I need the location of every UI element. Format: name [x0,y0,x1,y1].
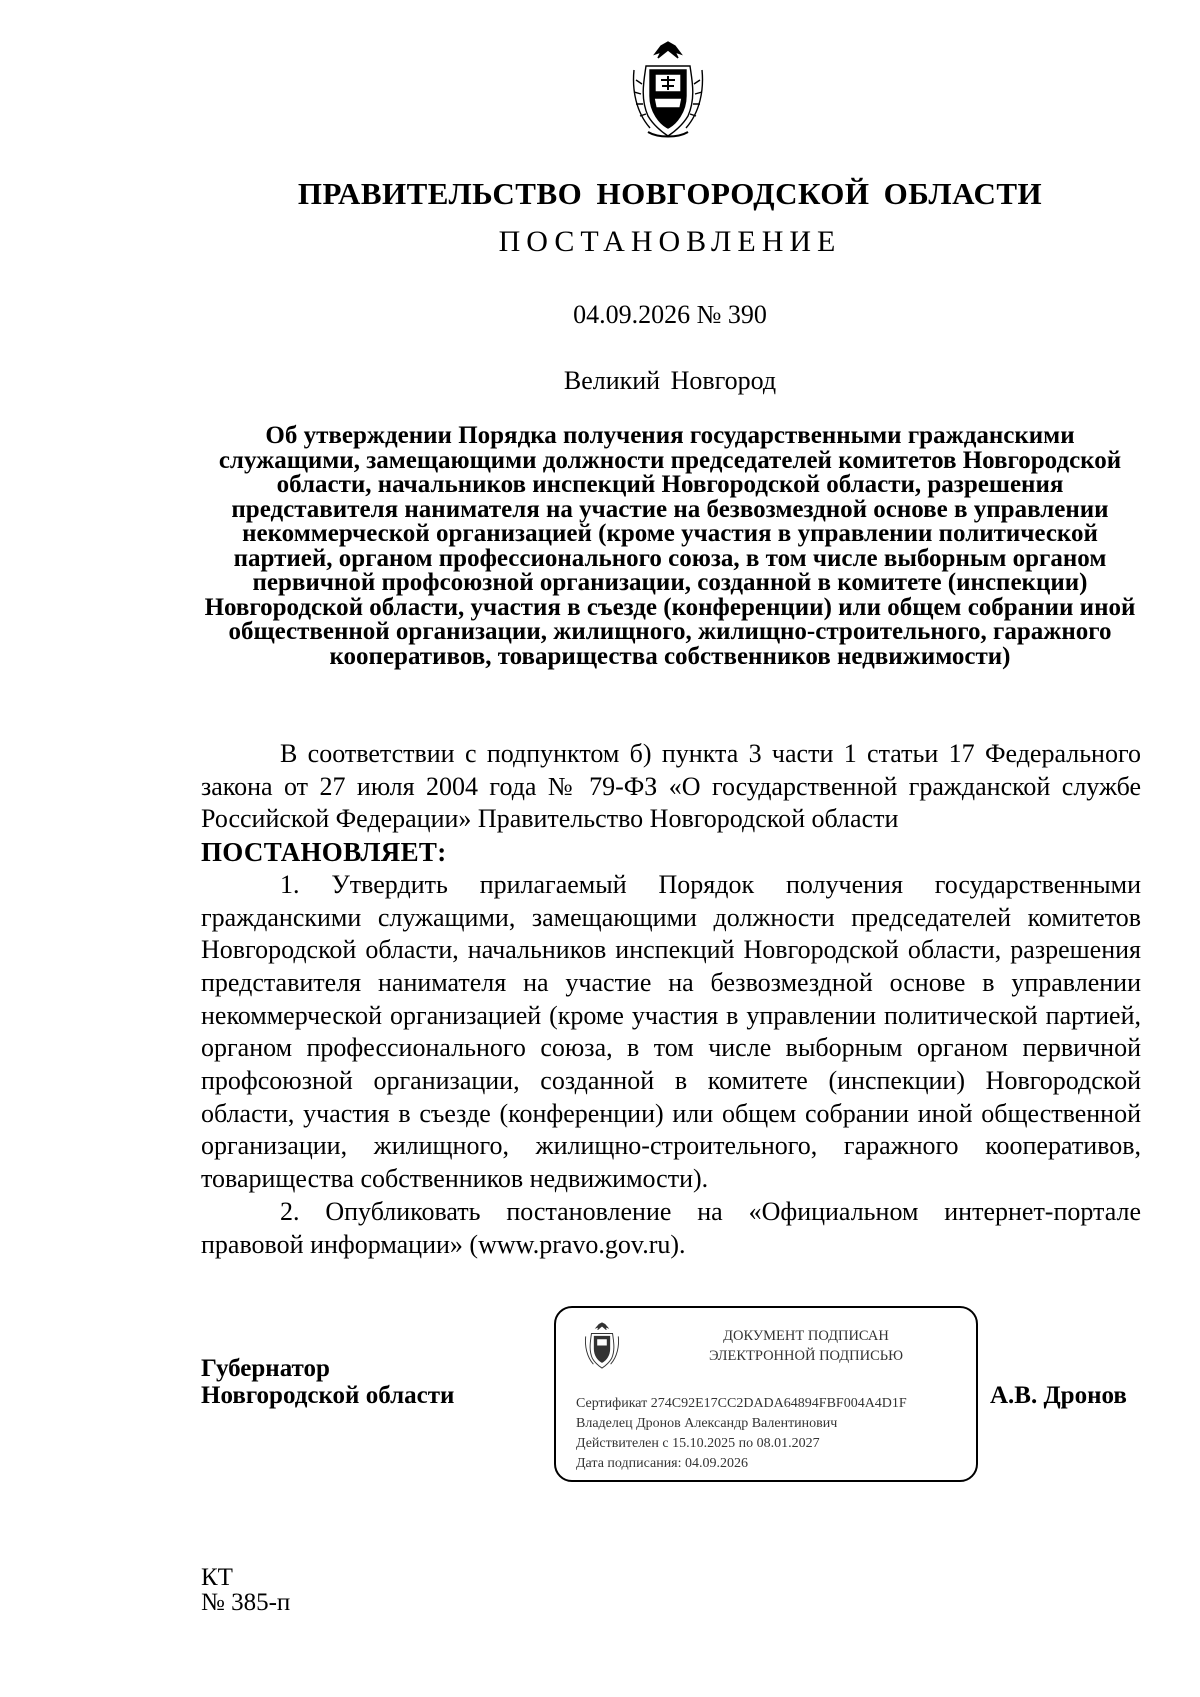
signer-position-line2: Новгородской области [201,1382,455,1409]
coat-of-arms-icon [582,1322,622,1370]
organization-name: ПРАВИТЕЛЬСТВО НОВГОРОДСКОЙ ОБЛАСТИ [297,176,1043,211]
item-1-paragraph: 1. Утвердить прилагаемый Порядок получения государственными гражданскими служащими, замещающими должности председателей комитетов Новгородской области, начальников инспекций Новгородской области, разрешения представителя нанимателя на участие на безвозмездной основе в управлении некоммерческой организацией (кроме участия в управлении политической партией, органом профессионального союза, в том числе выборным органом первичной профсоюзной организации, созданной в комитете (инспекции) Новгородской области, участия в съезде (конференции) или общем собрании иной общественной организации, жилищного, жилищно-строительного, гаражного кооперативов, товарищества собственников недвижимости). [201,869,1141,1194]
item-2-paragraph: 2. Опубликовать постановление на «Официальном интернет-портале правовой информации» (www.pravo.gov.ru). [201,1196,1141,1259]
document-title: Об утверждении Порядка получения государственными гражданскими служащими, замещающими должности председателей комитетов Новгородской области, начальников инспекций Новгородской области, разрешения представителя нанимателя на участие на безвозмездной основе в управлении некоммерческой организацией (кроме участия в управлении политической партией, органом профессионального союза, в том числе выборным органом первичной профсоюзной организации, созданной в комитете (инспекции) Новгородской области, участия в съезде (конференции) или общем собрании иной общественной организации, жилищного, жилищно-строительного, гаражного кооперативов, товарищества собственников недвижимости) [204,422,1136,670]
document-type: ПОСТАНОВЛЕНИЕ [498,225,842,258]
document-body [201,738,1141,1261]
stamp-certificate-details [576,1394,907,1474]
document-footer [201,1565,290,1615]
footer-code: КТ [201,1564,233,1591]
certificate-owner: Владелец Дронов Александр Валентинович [576,1416,838,1431]
certificate-validity: Действителен с 15.10.2025 по 08.01.2027 [576,1436,820,1451]
stamp-heading-line2: ЭЛЕКТРОННОЙ ПОДПИСЬЮ [708,1348,904,1364]
footer-number: № 385-п [201,1589,291,1616]
signer-position [201,1355,454,1409]
signer-position-line1: Губернатор [201,1355,330,1382]
decision-heading: ПОСТАНОВЛЯЕТ: [201,837,447,868]
stamp-heading-line1: ДОКУМЕНТ ПОДПИСАН [723,1328,889,1344]
document-city: Великий Новгород [563,366,777,395]
stamp-heading [646,1326,966,1366]
signing-date: Дата подписания: 04.09.2026 [576,1456,749,1471]
preamble-paragraph: В соответствии с подпунктом б) пункта 3 части 1 статьи 17 Федерального закона от 27 июля 2004 года № 79-ФЗ «О государственной гражданской службе Российской Федерации» Правительство Новгородской области [201,739,1141,834]
certificate-number: Сертификат 274C92E17CC2DADA64894FBF004A4D1F [576,1396,907,1411]
document-date-number: 04.09.2026 № 390 [573,300,767,329]
coat-of-arms-icon [628,40,708,140]
signer-name: А.В. Дронов [990,1382,1127,1409]
electronic-signature-stamp [554,1306,978,1482]
